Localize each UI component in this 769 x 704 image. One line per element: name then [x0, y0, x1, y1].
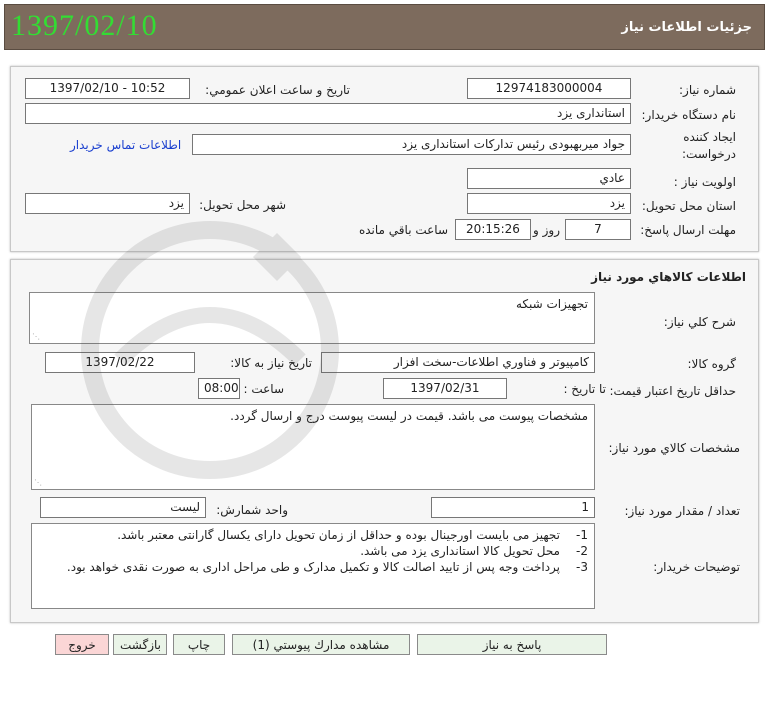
need-info-panel: [10, 66, 759, 252]
resize-grip-icon: ⋰: [34, 478, 42, 487]
specs-text: مشخصات پیوست می باشد. قیمت در لیست پیوست درج و ارسال گردد.: [230, 409, 588, 423]
goods-section-title: اطلاعات كالاهاي مورد نياز: [591, 270, 746, 284]
province-field: یزد: [467, 193, 631, 214]
city-label: شهر محل تحويل:: [199, 198, 286, 212]
province-label: استان محل تحويل:: [641, 199, 736, 213]
goods-info-panel: [10, 259, 759, 623]
creator-label-line1: ايجاد كننده: [683, 130, 736, 144]
view-attachments-button[interactable]: مشاهده مدارك پيوستي (1): [232, 634, 410, 655]
header-date: 1397/02/10: [11, 9, 158, 42]
priority-field: عادي: [467, 168, 631, 189]
exit-button[interactable]: خروج: [55, 634, 109, 655]
time-label: ساعت :: [243, 382, 284, 396]
until-date-label: تا تاريخ :: [563, 382, 606, 396]
print-button[interactable]: چاپ: [173, 634, 225, 655]
priority-label: اولويت نياز :: [673, 175, 736, 189]
note-text: تجهیز می بایست اورجینال بوده و حداقل از زمان تحویل دارای یکسال گارانتی معتبر باشد.: [117, 528, 560, 542]
need-number-field: 12974183000004: [467, 78, 631, 99]
announce-label: تاريخ و ساعت اعلان عمومي:: [205, 83, 350, 97]
need-number-label: شماره نیاز:: [679, 83, 736, 97]
buyer-org-label: نام دستگاه خريدار:: [641, 108, 736, 122]
contact-info-link[interactable]: اطلاعات تماس خريدار: [70, 138, 182, 152]
specs-textarea: [31, 404, 595, 490]
need-date-field: 1397/02/22: [45, 352, 195, 373]
note-text: پرداخت وجه پس از تایید اصالت کالا و تکمیل مدارک و طی مراحل اداری به صورت نقدی خواهد بود.: [66, 560, 560, 574]
need-date-label: تاريخ نياز به كالا:: [230, 356, 312, 370]
deadline-label: مهلت ارسال پاسخ:: [640, 223, 736, 237]
resize-grip-icon: ⋰: [32, 332, 40, 341]
price-validity-label: حداقل تاريخ اعتبار قيمت:: [609, 384, 736, 398]
city-field: یزد: [25, 193, 190, 214]
reply-button[interactable]: پاسخ به نياز: [417, 634, 607, 655]
summary-text: تجهیزات شبکه: [515, 297, 588, 311]
qty-field: 1: [431, 497, 595, 518]
unit-field: لیست: [40, 497, 206, 518]
note-line: 1- تجهیز می بایست اورجینال بوده و حداقل از زمان تحویل دارای یکسال گارانتی معتبر باشد.: [117, 528, 588, 542]
back-button[interactable]: بازگشت: [113, 634, 167, 655]
page-header: [4, 4, 765, 50]
announce-field: 1397/02/10 - 10:52: [25, 78, 190, 99]
until-date-field: 1397/02/31: [383, 378, 507, 399]
deadline-time-field: 20:15:26: [455, 219, 531, 240]
note-text: محل تحویل کالا استانداری یزد می باشد.: [360, 544, 560, 558]
page-title: جزئیات اطلاعات نیاز: [621, 20, 752, 35]
notes-textarea: [31, 523, 595, 609]
summary-textarea: [29, 292, 595, 344]
deadline-days-field: 7: [565, 219, 631, 240]
time-field: 08:00: [198, 378, 240, 399]
creator-label-line2: درخواست:: [682, 147, 736, 161]
buyer-org-field: استانداری یزد: [25, 103, 631, 124]
remaining-label: ساعت باقي مانده: [358, 223, 448, 237]
note-line: 2- محل تحویل کالا استانداری یزد می باشد.: [360, 544, 588, 558]
summary-label: شرح كلي نياز:: [663, 315, 736, 329]
notes-label: توضيحات خريدار:: [653, 560, 740, 574]
specs-label: مشخصات كالاي مورد نياز:: [608, 441, 740, 455]
group-field: كامپيوتر و فناوري اطلاعات-سخت افزار: [321, 352, 595, 373]
qty-label: تعداد / مقدار مورد نياز:: [624, 504, 740, 518]
creator-field: جواد میربهبودی رئیس تدارکات استانداری یزد: [192, 134, 631, 155]
note-line: 3- پرداخت وجه پس از تایید اصالت کالا و تکمیل مدارک و طی مراحل اداری به صورت نقدی خواهد بود.: [66, 560, 588, 574]
days-and-label: روز و: [533, 223, 560, 237]
group-label: گروه كالا:: [687, 357, 736, 371]
unit-label: واحد شمارش:: [216, 503, 288, 517]
